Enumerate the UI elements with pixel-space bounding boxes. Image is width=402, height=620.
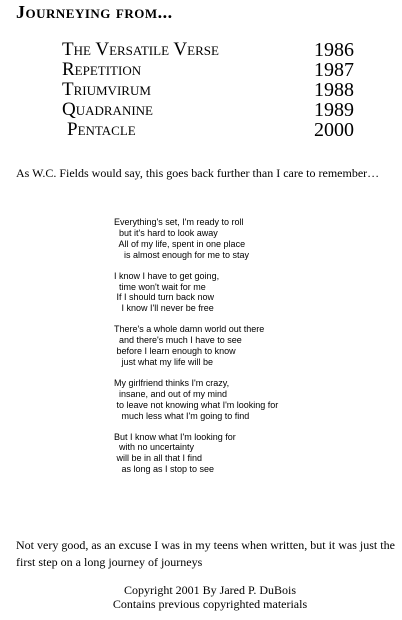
work-year: 1989: [314, 99, 354, 121]
work-year: 1988: [314, 79, 354, 101]
poem-line: time won't wait for me: [114, 281, 206, 292]
poem-line: Everything's set, I'm ready to roll: [114, 217, 244, 227]
work-year: 1986: [314, 39, 354, 61]
poem-line: But I know what I'm looking for: [114, 431, 236, 442]
intro-paragraph: As W.C. Fields would say, this goes back further than I care to remember…: [16, 166, 380, 180]
page-title: Journeying from...: [16, 2, 173, 22]
poem-line: and there's much I have to see: [114, 335, 242, 346]
poem-stanza: [114, 324, 354, 368]
work-year: 2000: [314, 119, 354, 141]
work-title: Quadranine: [62, 99, 153, 120]
poem-line: insane, and out of my mind: [114, 388, 228, 399]
work-year: 1987: [314, 59, 354, 81]
work-title: Pentacle: [67, 119, 136, 140]
poem: [114, 217, 354, 485]
poem-line: I know I have to get going,: [114, 270, 220, 281]
poem-line: is almost enough for me to stay: [114, 249, 250, 260]
poem-line: All of my life, spent in one place: [114, 238, 246, 249]
poem-line: If I should turn back now: [114, 292, 215, 303]
poem-stanza: [114, 432, 354, 476]
work-title: The Versatile Verse: [62, 39, 219, 60]
poem-line: My girlfriend thinks I'm crazy,: [114, 377, 230, 388]
work-title: Triumvirum: [62, 79, 151, 100]
poem-stanza: [114, 271, 354, 315]
work-title: Repetition: [62, 59, 142, 80]
poem-line: much less what I'm going to find: [114, 410, 250, 421]
poem-stanza: [114, 217, 354, 261]
works-list: [62, 40, 354, 140]
work-item: [62, 40, 354, 60]
copyright-note: Contains previous copyrighted materials: [112, 597, 308, 611]
poem-stanza: [114, 378, 354, 422]
poem-line: but it's hard to look away: [114, 227, 218, 238]
poem-line: There's a whole damn world out there: [114, 324, 265, 335]
poem-line: to leave not knowing what I'm looking for: [114, 399, 279, 410]
poem-line: I know I'll never be free: [114, 303, 214, 314]
poem-line: will be in all that I find: [114, 453, 203, 464]
work-item: [62, 60, 354, 80]
poem-line: before I learn enough to know: [114, 346, 236, 357]
work-item: [62, 80, 354, 100]
poem-line: just what my life will be: [114, 356, 214, 367]
work-item: [62, 100, 354, 120]
poem-line: with no uncertainty: [114, 442, 195, 453]
closing-paragraph: Not very good, as an excuse I was in my teens when written, but it was just the first step on a long journey of journeys: [16, 538, 395, 569]
footer: [0, 583, 402, 611]
copyright-notice: Copyright 2001 By Jared P. DuBois: [123, 583, 296, 597]
poem-line: as long as I stop to see: [114, 464, 215, 475]
work-item: [62, 120, 354, 140]
